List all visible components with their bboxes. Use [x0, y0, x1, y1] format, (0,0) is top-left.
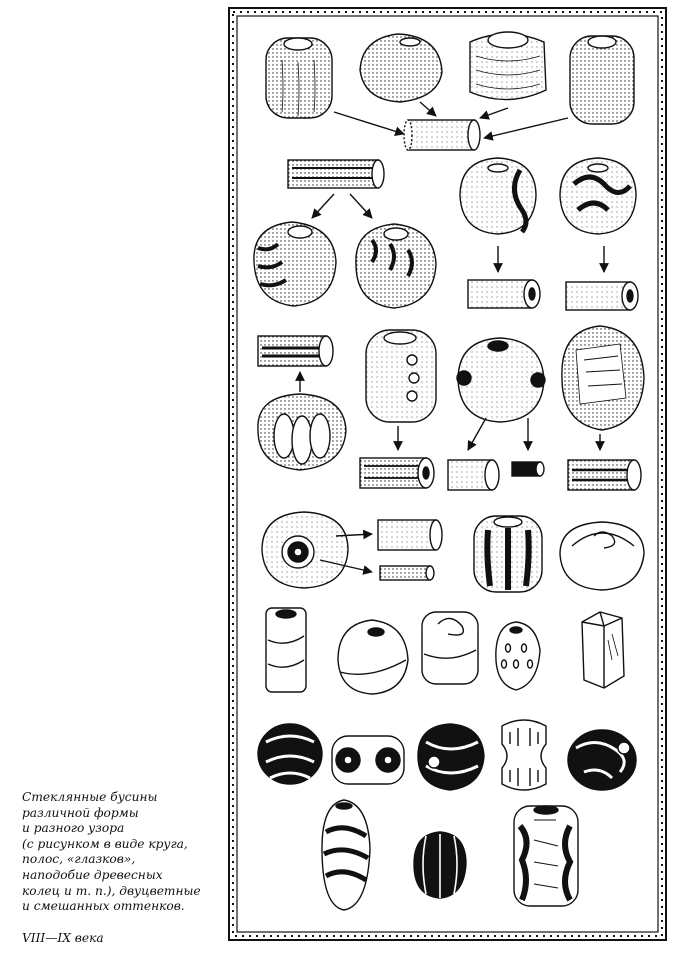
mosaic-bead-2: [418, 724, 484, 790]
wavy-bead-left: [460, 158, 536, 234]
framed-mosaic-bead: [514, 806, 578, 906]
mosaic-bead-3: [568, 730, 636, 790]
bead-row-2: [254, 158, 638, 310]
banded-cylinder-bead: [266, 608, 306, 692]
segmented-bead: [502, 720, 546, 790]
figure-caption: [22, 790, 227, 915]
hexagonal-bead: [582, 612, 624, 688]
lenticular-bead: [338, 620, 408, 694]
caption-line: (с рисунком в виде круга,: [22, 836, 188, 851]
coiled-bead: [560, 522, 644, 590]
bead-row-4: [262, 512, 644, 592]
barrel-bead: [570, 36, 634, 124]
bead-row-3: [258, 326, 644, 490]
rod-4: [566, 282, 638, 310]
rod-8: [512, 462, 544, 476]
caption-line: Стеклянные бусины: [22, 790, 158, 804]
mottled-bead: [562, 326, 644, 430]
spotted-bead: [496, 622, 540, 690]
wavy-bead-right: [560, 158, 636, 234]
rod-9: [568, 460, 641, 490]
eyed-round-bead: [457, 338, 545, 422]
caption-line: колец и т. п.), двуцветные: [22, 883, 201, 898]
striped-bead-left: [254, 222, 336, 306]
ringed-bead: [470, 32, 546, 100]
eye-barrel-bead: [332, 736, 404, 784]
striped-bead-right: [356, 224, 436, 308]
rod-5: [258, 336, 333, 366]
ring-eye-bead: [262, 512, 348, 588]
rod-10: [378, 520, 442, 550]
rod-6: [360, 458, 434, 488]
rod-7: [448, 460, 499, 490]
rod-1: [404, 120, 480, 150]
striped-barrel-bead: [474, 516, 542, 592]
caption-line: наподобие древесных: [22, 867, 163, 882]
caption-line: и смешанных оттенков.: [22, 899, 185, 914]
lobed-bead: [258, 394, 346, 470]
oblate-bead: [360, 34, 442, 102]
bead-row-6: [258, 720, 636, 790]
bead-row-1: [266, 32, 634, 150]
rod-11: [380, 566, 434, 580]
caption-line: полос, «глазков»,: [22, 852, 136, 867]
caption-line: различной формы: [22, 805, 139, 820]
elongated-wave-bead: [322, 800, 370, 910]
bead-row-5: [266, 608, 624, 694]
melon-bead: [414, 832, 466, 898]
rod-3: [468, 280, 540, 308]
swirl-bead: [422, 612, 478, 684]
bead-row-7: [322, 800, 578, 910]
cylinder-bead: [266, 38, 332, 118]
rod-2: [288, 160, 384, 188]
eyed-cylinder-bead: [366, 330, 436, 422]
caption-dating: VIII—IX века: [22, 931, 104, 945]
caption-line: и разного узора: [22, 821, 125, 836]
mosaic-bead-1: [258, 724, 322, 784]
